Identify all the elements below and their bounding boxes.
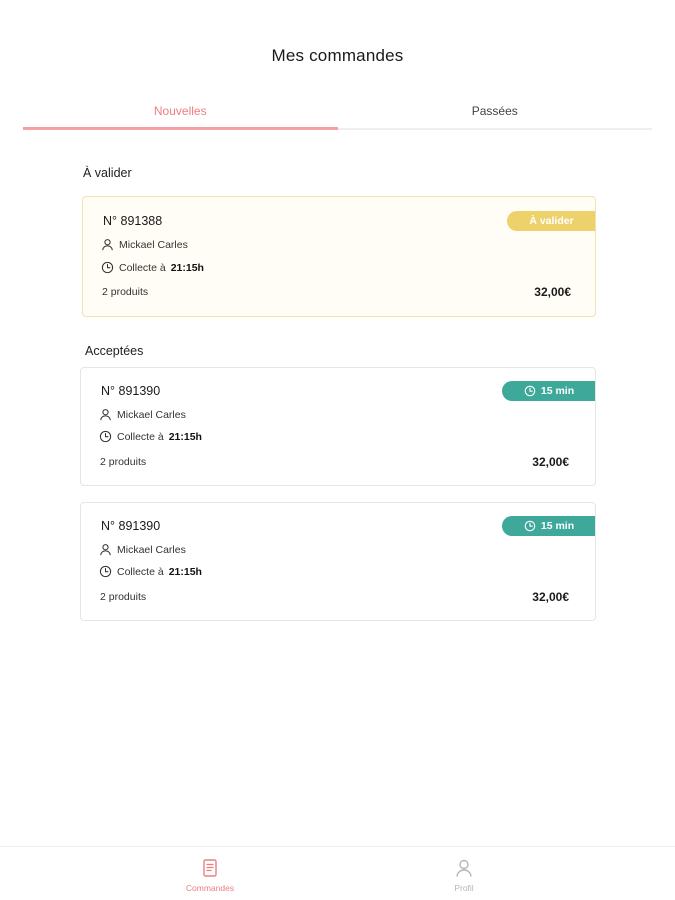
product-count: 2 produits xyxy=(102,286,149,298)
order-number: N° 891390 xyxy=(101,519,161,533)
profile-icon xyxy=(454,858,474,878)
pickup-row xyxy=(101,261,204,274)
tab-new-orders[interactable]: Nouvelles xyxy=(153,104,207,118)
pickup-label: Collecte à xyxy=(119,261,166,274)
clock-icon xyxy=(99,430,112,443)
customer-row xyxy=(99,408,186,421)
order-card-891388[interactable] xyxy=(82,196,596,317)
pickup-time: 21:15h xyxy=(168,430,202,443)
bottom-navigation xyxy=(0,846,675,900)
status-badge-timer xyxy=(502,516,596,536)
product-count: 2 produits xyxy=(100,456,147,468)
user-icon xyxy=(99,543,112,556)
tab-past-orders[interactable]: Passées xyxy=(471,104,518,118)
clock-icon xyxy=(524,385,536,397)
pickup-time: 21:15h xyxy=(170,261,204,274)
user-icon xyxy=(99,408,112,421)
order-total: 32,00€ xyxy=(532,455,569,469)
badge-label: À valider xyxy=(529,215,574,227)
pickup-row xyxy=(99,565,202,578)
customer-row xyxy=(99,543,186,556)
order-total: 32,00€ xyxy=(534,285,571,299)
pickup-label: Collecte à xyxy=(117,430,164,443)
order-total: 32,00€ xyxy=(532,590,569,604)
customer-row xyxy=(101,238,188,251)
pickup-time: 21:15h xyxy=(168,565,202,578)
order-tabs xyxy=(23,104,652,130)
nav-label-orders: Commandes xyxy=(185,883,235,893)
orders-icon xyxy=(200,858,220,878)
order-number: N° 891388 xyxy=(103,214,163,228)
nav-item-profile[interactable] xyxy=(294,847,634,900)
order-number: N° 891390 xyxy=(101,384,161,398)
clock-icon xyxy=(101,261,114,274)
badge-label: 15 min xyxy=(540,520,575,532)
user-icon xyxy=(101,238,114,251)
clock-icon xyxy=(99,565,112,578)
customer-name: Mickael Carles xyxy=(117,408,186,421)
pickup-row xyxy=(99,430,202,443)
order-card-891390[interactable] xyxy=(80,367,596,486)
status-badge-pending xyxy=(507,211,596,231)
customer-name: Mickael Carles xyxy=(117,543,186,556)
order-card-891390-2[interactable] xyxy=(80,502,596,621)
pickup-label: Collecte à xyxy=(117,565,164,578)
customer-name: Mickael Carles xyxy=(119,238,188,251)
clock-icon xyxy=(524,520,536,532)
product-count: 2 produits xyxy=(100,591,147,603)
nav-label-profile: Profil xyxy=(454,883,474,893)
badge-label: 15 min xyxy=(540,385,575,397)
status-badge-timer xyxy=(502,381,596,401)
section-title-pending: À valider xyxy=(83,166,132,180)
page-title: Mes commandes xyxy=(271,46,404,65)
section-title-accepted: Acceptées xyxy=(85,344,144,358)
active-tab-indicator xyxy=(23,127,338,130)
